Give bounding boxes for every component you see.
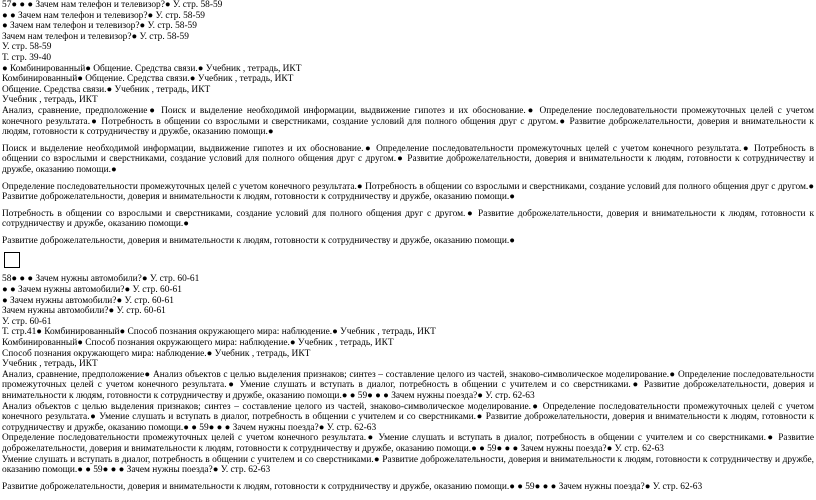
paragraph: Потребность в общении со взрослыми и сверстниками, создание условий для полного общения друг с другом.● Развитие доброжелательности, доверия и внимательности к людям, готовности к сотрудничеству и дружбе, оказанию помощи.● <box>2 208 814 230</box>
text-line: ● ● Зачем нам телефон и телевизор?● У. стр. 58-59 <box>2 10 205 21</box>
text-line: 57● ● ● Зачем нам телефон и телевизор?● У. стр. 58-59 <box>2 0 223 10</box>
text-line: Учебник , тетрадь, ИКТ <box>2 95 98 106</box>
text-line: У. стр. 60-61 <box>2 316 52 327</box>
text-line: Комбинированный● Общение. Средства связи.● Учебник , тетрадь, ИКТ <box>2 74 294 85</box>
lesson-57-block <box>2 0 814 246</box>
paragraph: Определение последовательности промежуточных целей с учетом конечного результата.● Умение слушать и вступать в диалог, потребность в общении с учителем и со сверстниками.● Развитие доброжелательности, доверия и внимательности к людям, готовности к сотрудничеству и дружбе, оказанию помощи.● ● 59● ● ● Зачем нужны поезда?● У. стр. 62-63 <box>2 433 814 454</box>
paragraph: Развитие доброжелательности, доверия и внимательности к людям, готовности к сотрудничеству и дружбе, оказанию помощи.● ● 59● ● ● Зачем нужны поезда?● У. стр. 62-63 <box>2 481 703 492</box>
text-line: ● Комбинированный● Общение. Средства связи.● Учебник , тетрадь, ИКТ <box>2 63 302 74</box>
empty-checkbox-frame <box>4 252 20 268</box>
text-line: Способ познания окружающего мира: наблюдение.● Учебник , тетрадь, ИКТ <box>2 348 311 359</box>
paragraph: Анализ, сравнение, предположение● Анализ объектов с целью выделения признаков; синтез – составление целого из частей, знаково-символическое моделирование.● Определение последовательности промежуточных целей с учетом конечного результата.● Умение слушать и вступать в диалог, потребность в общении с учителем и со сверстниками.● Развитие доброжелательности, доверия и внимательности к людям, готовности к сотрудничеству и дружбе, оказанию помощи.● ● 59● ● ● Зачем нужны поезда?● У. стр. 62-63 <box>2 369 814 401</box>
text-line: ● ● Зачем нужны автомобили?● У. стр. 60-61 <box>2 285 182 296</box>
lesson-58-block <box>2 274 814 492</box>
text-line: ● Зачем нам телефон и телевизор?● У. стр. 58-59 <box>2 21 197 32</box>
document-page <box>2 0 814 492</box>
text-line: ● Зачем нужны автомобили?● У. стр. 60-61 <box>2 295 174 306</box>
paragraph: Поиск и выделение необходимой информации, выдвижение гипотез и их обоснование.● Определение последовательности промежуточных целей с учетом конечного результата.● Потребность в общении со взрослыми и сверстниками, создание условий для полного общения друг с другом.● Развитие доброжелательности, доверия и внимательности к людям, готовности к сотрудничеству и дружбе, оказанию помощи.● <box>2 143 814 175</box>
text-line: Зачем нам телефон и телевизор?● У. стр. 58-59 <box>2 31 189 42</box>
paragraph: Анализ, сравнение, предположение● Поиск и выделение необходимой информации, выдвижение гипотез и их обоснование.● Определение последовательности промежуточных целей с учетом конечного результата.● Потребность в общении со взрослыми и сверстниками, создание условий для полного общения друг с другом.● Развитие доброжелательности, доверия и внимательности к людям, готовности к сотрудничеству и дружбе, оказанию помощи.● <box>2 105 814 138</box>
paragraph: Определение последовательности промежуточных целей с учетом конечного результата.● Потребность в общении со взрослыми и сверстниками, создание условий для полного общения друг с другом.● Развитие доброжелательности, доверия и внимательности к людям, готовности к сотрудничеству и дружбе, оказанию помощи.● <box>2 181 814 203</box>
text-line: У. стр. 58-59 <box>2 42 52 53</box>
text-line: Общение. Средства связи.● Учебник , тетрадь, ИКТ <box>2 84 211 95</box>
text-line: Т. стр. 39-40 <box>2 52 52 63</box>
text-line: 58● ● ● Зачем нужны автомобили?● У. стр. 60-61 <box>2 274 200 285</box>
paragraph: Развитие доброжелательности, доверия и внимательности к людям, готовности к сотрудничеству и дружбе, оказанию помощи.● <box>2 235 515 246</box>
paragraph: Анализ объектов с целью выделения признаков; синтез – составление целого из частей, знаково-символическое моделирование.● Определение последовательности промежуточных целей с учетом конечного результата.● Умение слушать и вступать в диалог, потребность в общении с учителем и со сверстниками.● Развитие доброжелательности, доверия и внимательности к людям, готовности к сотрудничеству и дружбе, оказанию помощи.● ● 59● ● ● Зачем нужны поезда?● У. стр. 62-63 <box>2 401 814 433</box>
text-line: Комбинированный● Способ познания окружающего мира: наблюдение.● Учебник , тетрадь, ИКТ <box>2 338 394 349</box>
text-line: Учебник , тетрадь, ИКТ <box>2 359 98 370</box>
text-line: Зачем нужны автомобили?● У. стр. 60-61 <box>2 306 166 317</box>
paragraph: Умение слушать и вступать в диалог, потребность в общении с учителем и со сверстниками.● Развитие доброжелательности, доверия и внимательности к людям, готовности к сотрудничеству и дружбе, оказанию помощи.● ● 59● ● ● Зачем нужны поезда?● У. стр. 62-63 <box>2 454 814 476</box>
text-line: Т. стр.41● Комбинированный● Способ познания окружающего мира: наблюдение.● Учебник , тетрадь, ИКТ <box>2 327 436 338</box>
